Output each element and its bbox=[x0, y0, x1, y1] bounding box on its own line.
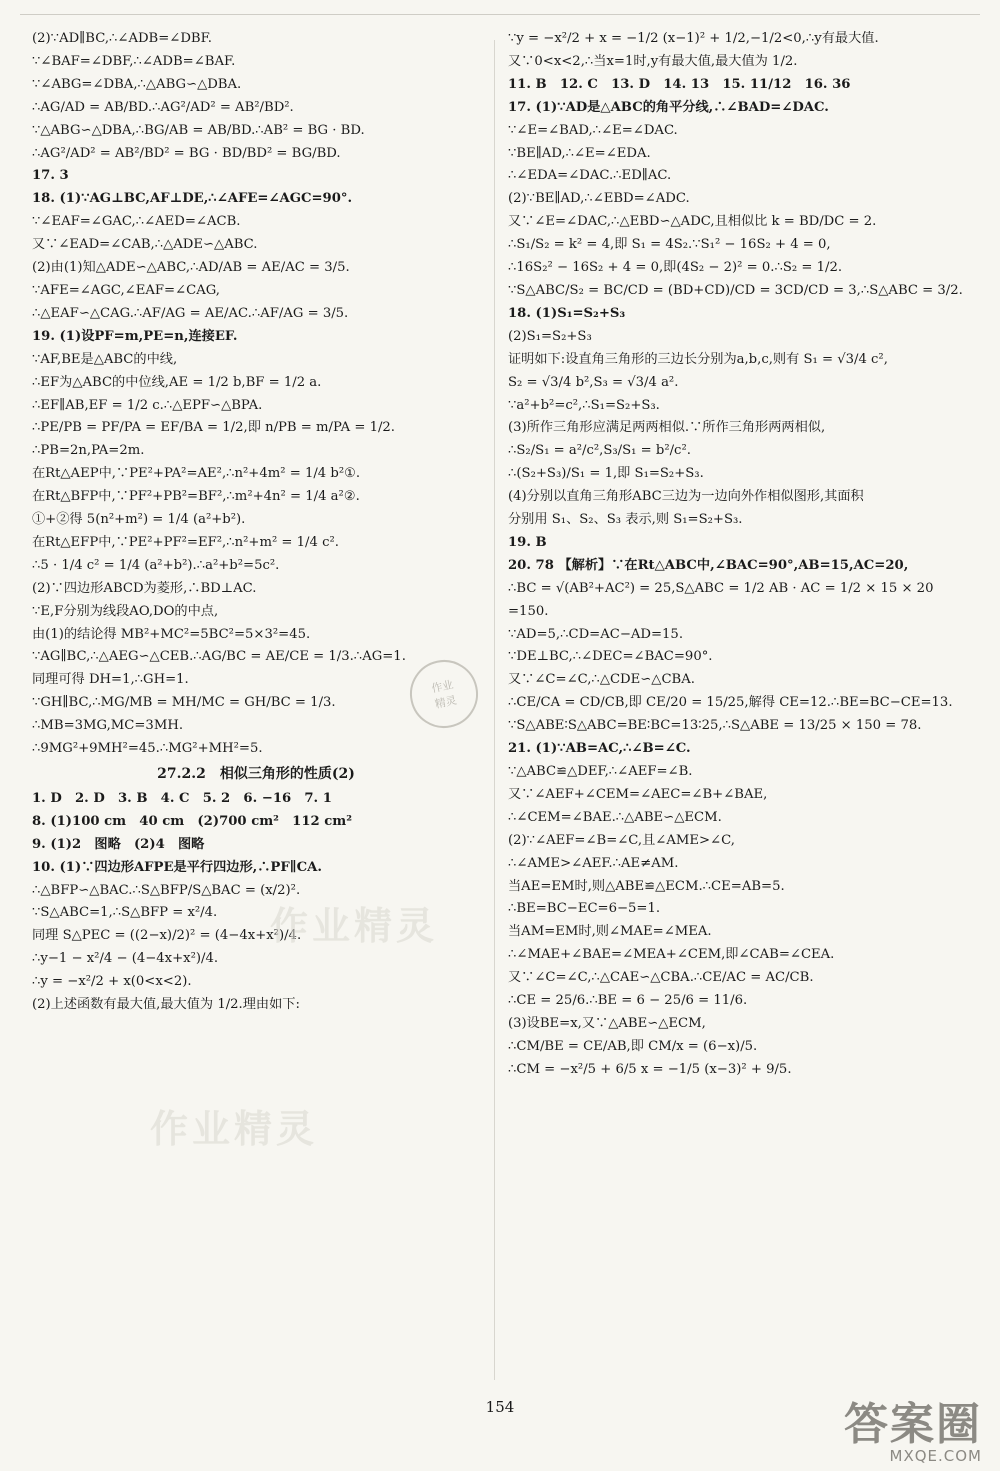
text-line: (3)所作三角形应满足两两相似.∵所作三角形两两相似, bbox=[508, 420, 826, 436]
text-line: 19. (1)设PF=m,PE=n,连接EF. bbox=[32, 328, 238, 344]
text-line: ∵AG∥BC,∴△AEG∽△CEB.∴AG/BC = AE/CE = 1/3.∴AG=1. bbox=[32, 649, 406, 665]
text-line: 10. (1)∵四边形AFPE是平行四边形,∴PF∥CA. bbox=[32, 859, 322, 875]
text-line: (2)由(1)知△ADE∽△ABC,∴AD/AB = AE/AC = 3/5. bbox=[32, 260, 350, 276]
text-line: 又∵0<x<2,∴当x=1时,y有最大值,最大值为 1/2. bbox=[508, 53, 798, 69]
stamp-line: 作业 bbox=[430, 678, 455, 696]
watermark: 作业精灵 bbox=[270, 903, 439, 948]
text-line: 在Rt△BFP中,∵PF²+PB²=BF²,∴m²+4n² = 1/4 a²②. bbox=[32, 489, 360, 505]
text-line: 11. B 12. C 13. D 14. 13 15. 11/12 16. 36 bbox=[508, 76, 851, 92]
text-line: ∵a²+b²=c²,∴S₁=S₂+S₃. bbox=[508, 397, 660, 413]
text-line: ∴BE=BC−EC=6−5=1. bbox=[508, 901, 661, 917]
text-line: ∴PB=2n,PA=2m. bbox=[32, 443, 145, 459]
text-line: ∵y = −x²/2 + x = −1/2 (x−1)² + 1/2,−1/2<0,∴y有最大值. bbox=[508, 31, 879, 46]
text-line: ∵△ABG∽△DBA,∴BG/AB = AB/BD.∴AB² = BG · BD. bbox=[32, 122, 365, 138]
text-line: 21. (1)∵AB=AC,∴∠B=∠C. bbox=[508, 741, 691, 757]
text-line: ∵∠ABG=∠DBA,∴△ABG∽△DBA. bbox=[32, 76, 242, 92]
text-line: 由(1)的结论得 MB²+MC²=5BC²=5×3²=45. bbox=[32, 626, 311, 642]
text-line: ∴EF为△ABC的中位线,AE = 1/2 b,BF = 1/2 a. bbox=[32, 374, 322, 390]
text-line: ∵BE∥AD,∴∠E=∠EDA. bbox=[508, 145, 651, 161]
text-line: ∴CE = 25/6.∴BE = 6 − 25/6 = 11/6. bbox=[508, 993, 748, 1009]
text-line: =150. bbox=[508, 603, 549, 619]
text-line: (2)∵∠AEF=∠B=∠C,且∠AME>∠C, bbox=[508, 832, 735, 848]
text-line: ∴∠EDA=∠DAC.∴ED∥AC. bbox=[508, 168, 672, 184]
text-line: ∴△BFP∽△BAC.∴S△BFP/S△BAC = (x/2)². bbox=[32, 882, 301, 898]
logo-title: 答案圈 bbox=[844, 1399, 982, 1450]
text-line: (3)设BE=x,又∵△ABE∽△ECM, bbox=[508, 1015, 706, 1031]
text-line: 当AM=EM时,则∠MAE=∠MEA. bbox=[508, 924, 712, 940]
text-line: ∴∠AME>∠AEF.∴AE≠AM. bbox=[508, 855, 679, 871]
text-line: (2)∵四边形ABCD为菱形,∴BD⊥AC. bbox=[32, 580, 257, 596]
text-line: ∴AG/AD = AB/BD.∴AG²/AD² = AB²/BD². bbox=[32, 99, 294, 115]
text-line: (2)∵AD∥BC,∴∠ADB=∠DBF. bbox=[32, 31, 212, 46]
text-line: 证明如下:设直角三角形的三边长分别为a,b,c,则有 S₁ = √3/4 c², bbox=[508, 351, 888, 367]
text-line: 又∵∠EAD=∠CAB,∴△ADE∽△ABC. bbox=[32, 237, 258, 253]
text-line: 8. (1)100 cm 40 cm (2)700 cm² 112 cm² bbox=[32, 813, 353, 829]
text-line: ∴9MG²+9MH²=45.∴MG²+MH²=5. bbox=[32, 741, 263, 757]
text-line: 1. D 2. D 3. B 4. C 5. 2 6. −16 7. 1 bbox=[32, 790, 332, 806]
text-line: ∵GH∥BC,∴MG/MB = MH/MC = GH/BC = 1/3. bbox=[32, 695, 336, 711]
column-divider bbox=[494, 40, 495, 1380]
text-line: ∴MB=3MG,MC=3MH. bbox=[32, 718, 184, 734]
text-line: 17. (1)∵AD是△ABC的角平分线,∴∠BAD=∠DAC. bbox=[508, 99, 829, 115]
text-line: ∵DE⊥BC,∴∠DEC=∠BAC=90°. bbox=[508, 649, 713, 665]
text-line: ∴EF∥AB,EF = 1/2 c.∴△EPF∽△BPA. bbox=[32, 397, 263, 413]
text-line: S₂ = √3/4 b²,S₃ = √3/4 a². bbox=[508, 374, 679, 390]
text-line: 在Rt△EFP中,∵PE²+PF²=EF²,∴n²+m² = 1/4 c². bbox=[32, 534, 339, 550]
text-line: 分别用 S₁、S₂、S₃ 表示,则 S₁=S₂+S₃. bbox=[508, 512, 743, 528]
text-line: 17. 3 bbox=[32, 168, 69, 184]
text-line: ∴S₁/S₂ = k² = 4,即 S₁ = 4S₂.∵S₁² − 16S₂ + 4 = 0, bbox=[508, 237, 831, 253]
text-line: ∴∠MAE+∠BAE=∠MEA+∠CEM,即∠CAB=∠CEA. bbox=[508, 947, 835, 963]
text-line: 又∵∠E=∠DAC,∴△EBD∽△ADC,且相似比 k = BD/DC = 2. bbox=[508, 214, 877, 230]
page-number: 154 bbox=[485, 1398, 515, 1416]
text-line: (4)分别以直角三角形ABC三边为一边向外作相似图形,其面积 bbox=[508, 489, 864, 505]
text-line: ∵∠BAF=∠DBF,∴∠ADB=∠BAF. bbox=[32, 53, 236, 69]
stamp-line: 精灵 bbox=[433, 693, 458, 711]
text-line: ∴(S₂+S₃)/S₁ = 1,即 S₁=S₂+S₃. bbox=[508, 466, 704, 482]
text-line: 同理可得 DH=1,∴GH=1. bbox=[32, 672, 189, 688]
text-line: (2)上述函数有最大值,最大值为 1/2.理由如下: bbox=[32, 997, 300, 1013]
logo-url: MXQE.COM bbox=[889, 1447, 982, 1465]
text-line: ∴△EAF∽△CAG.∴AF/AG = AE/AC.∴AF/AG = 3/5. bbox=[32, 305, 349, 321]
text-line: ∴BC = √(AB²+AC²) = 25,S△ABC = 1/2 AB · AC = 1/2 × 15 × 20 bbox=[508, 580, 934, 596]
text-line: ∴16S₂² − 16S₂ + 4 = 0,即(4S₂ − 2)² = 0.∴S₂ = 1/2. bbox=[508, 260, 843, 276]
text-line: ∴PE/PB = PF/PA = EF/BA = 1/2,即 n/PB = m/PA = 1/2. bbox=[32, 420, 395, 436]
text-line: 19. B bbox=[508, 534, 547, 550]
text-line: ∴CM/BE = CE/AB,即 CM/x = (6−x)/5. bbox=[508, 1038, 758, 1054]
text-line: ∴CE/CA = CD/CB,即 CE/20 = 15/25,解得 CE=12.∴BE=BC−CE=13. bbox=[508, 695, 953, 711]
text-line: 当AE=EM时,则△ABE≌△ECM.∴CE=AB=5. bbox=[508, 878, 785, 894]
text-line: ①+②得 5(n²+m²) = 1/4 (a²+b²). bbox=[32, 512, 246, 528]
text-line: ∴AG²/AD² = AB²/BD² = BG · BD/BD² = BG/BD. bbox=[32, 145, 341, 161]
text-line: ∴∠CEM=∠BAE.∴△ABE∽△ECM. bbox=[508, 809, 722, 825]
site-logo bbox=[812, 1399, 982, 1465]
text-line: ∵S△ABE∶S△ABC=BE∶BC=13∶25,∴S△ABE = 13/25 × 150 = 78. bbox=[508, 718, 922, 734]
text-line: 20. 78 【解析】∵在Rt△ABC中,∠BAC=90°,AB=15,AC=20, bbox=[508, 557, 909, 573]
text-line: ∵E,F分别为线段AO,DO的中点, bbox=[32, 603, 219, 619]
text-line: ∴S₂/S₁ = a²/c²,S₃/S₁ = b²/c². bbox=[508, 443, 691, 459]
text-line: 18. (1)S₁=S₂+S₃ bbox=[508, 305, 626, 321]
text-line: 9. (1)2 图略 (2)4 图略 bbox=[32, 836, 205, 852]
text-line: ∴y = −x²/2 + x(0<x<2). bbox=[32, 974, 192, 990]
text-line: ∵AFE=∠AGC,∠EAF=∠CAG, bbox=[32, 282, 220, 298]
text-line: ∵S△ABC=1,∴S△BFP = x²/4. bbox=[32, 905, 218, 921]
text-line: 在Rt△AEP中,∵PE²+PA²=AE²,∴n²+4m² = 1/4 b²①. bbox=[32, 466, 361, 482]
text-line: 27.2.2 相似三角形的性质(2) bbox=[157, 766, 355, 782]
text-line: ∵∠E=∠BAD,∴∠E=∠DAC. bbox=[508, 122, 678, 138]
text-line: 同理 S△PEC = ((2−x)/2)² = (4−4x+x²)/4. bbox=[32, 928, 302, 944]
text-line: ∵AD=5,∴CD=AC−AD=15. bbox=[508, 626, 684, 642]
text-line: ∴CM = −x²/5 + 6/5 x = −1/5 (x−3)² + 9/5. bbox=[508, 1061, 792, 1077]
text-line: ∵∠EAF=∠GAC,∴∠AED=∠ACB. bbox=[32, 214, 241, 230]
text-line: 18. (1)∵AG⊥BC,AF⊥DE,∴∠AFE=∠AGC=90°. bbox=[32, 191, 353, 207]
text-line: ∵S△ABC/S₂ = BC/CD = (BD+CD)/CD = 3CD/CD = 3,∴S△ABC = 3/2. bbox=[508, 282, 963, 298]
text-line: ∴5 · 1/4 c² = 1/4 (a²+b²).∴a²+b²=5c². bbox=[32, 557, 280, 573]
text-line: ∵△ABC≌△DEF,∴∠AEF=∠B. bbox=[508, 764, 693, 779]
text-line: (2)∵BE∥AD,∴∠EBD=∠ADC. bbox=[508, 191, 690, 207]
text-line: (2)S₁=S₂+S₃ bbox=[508, 328, 592, 344]
left-column bbox=[32, 28, 480, 1017]
text-line: 又∵∠C=∠C,∴△CAE∽△CBA.∴CE/AC = AC/CB. bbox=[508, 970, 814, 986]
text-line: 又∵∠C=∠C,∴△CDE∽△CBA. bbox=[508, 672, 695, 688]
right-column bbox=[508, 28, 978, 1082]
top-rule bbox=[20, 14, 980, 15]
text-line: 又∵∠AEF+∠CEM=∠AEC=∠B+∠BAE, bbox=[508, 786, 768, 802]
watermark: 作业精灵 bbox=[150, 1106, 319, 1151]
text-line: ∵AF,BE是△ABC的中线, bbox=[32, 351, 178, 367]
text-line: ∴y−1 − x²/4 − (4−4x+x²)/4. bbox=[32, 951, 219, 967]
